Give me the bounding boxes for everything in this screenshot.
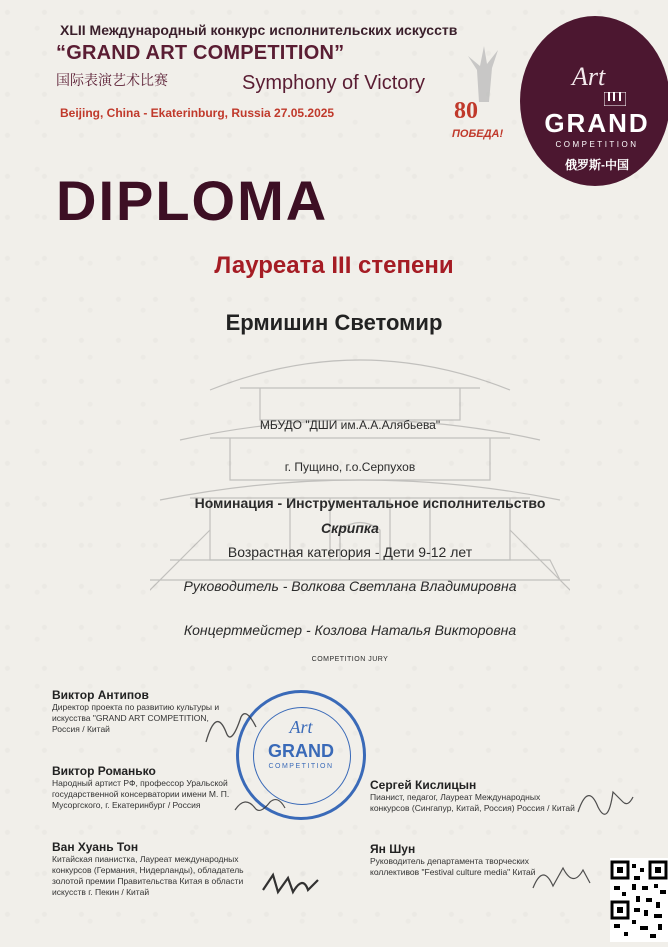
jury-member	[370, 778, 580, 814]
recipient-name: Ермишин Светомир	[225, 310, 443, 335]
jury-description: Руководитель департамента творческих коллективов "Festival culture media" Китай	[370, 856, 536, 877]
signature-antipov	[196, 702, 266, 752]
teacher: Руководитель - Волкова Светлана Владимировна	[183, 578, 517, 594]
contest-theme: Symphony of Victory	[242, 72, 426, 94]
stamp-competition: COMPETITION	[268, 763, 334, 770]
stamp-art: Art	[289, 717, 313, 737]
victory-number: 80	[454, 98, 478, 124]
instrument: Скрипка	[321, 520, 379, 536]
jury-member	[52, 840, 272, 898]
jury-description: Китайская пианистка, Лауреат международных конкурсов (Германия, Нидерланды), обладатель золотой премии Правительства Китая в области искусств г. Пекин / Китай	[52, 854, 244, 897]
logo-art: Art	[572, 62, 606, 91]
nomination: Номинация - Инструментальное исполнительство	[194, 495, 546, 511]
contest-number: XLII Международный конкурс исполнительских искусств	[60, 22, 458, 38]
contest-title: “GRAND ART COMPETITION”	[56, 42, 345, 64]
laureate-degree: Лауреата III степени	[214, 252, 454, 279]
school-name: МБУДО "ДШИ им.А.А.Алябьева"	[259, 418, 441, 432]
jury-label: COMPETITION JURY	[311, 656, 389, 663]
victory-80-badge	[452, 98, 512, 158]
logo-competition: COMPETITION	[555, 140, 639, 149]
monument-icon	[462, 44, 506, 104]
jury-member	[52, 764, 242, 811]
city: г. Пущино, г.о.Серпухов	[284, 460, 416, 474]
qr-code[interactable]	[610, 858, 668, 942]
piano-keys-icon	[604, 92, 626, 106]
jury-name: Сергей Кислицын	[370, 778, 477, 792]
signature-yan	[528, 858, 598, 898]
stamp-grand: GRAND	[268, 741, 334, 761]
jury-description: Директор проекта по развитию культуры и искусства "GRAND ART COMPETITION, Россия / Китай	[52, 702, 220, 734]
contest-title-chinese: 国际表演艺术比赛	[56, 72, 168, 88]
jury-name: Виктор Антипов	[52, 688, 149, 702]
location-date: Beijing, China - Ekaterinburg, Russia 27.05.2025	[60, 106, 335, 120]
jury-description: Народный артист РФ, профессор Уральской государственной консерватории имени М. П. Мусоргского, г. Екатеринбург / Россия	[52, 778, 230, 810]
age-category: Возрастная категория - Дети 9-12 лет	[227, 544, 473, 560]
jury-name: Виктор Романько	[52, 764, 156, 778]
grand-art-logo	[520, 16, 668, 186]
victory-word: ПОБЕДА!	[452, 128, 504, 140]
jury-description: Пианист, педагог, Лауреат Международных конкурсов (Сингапур, Китай, Россия) Россия / Китай	[370, 792, 575, 813]
signature-kislitsyn	[568, 772, 638, 832]
accompanist: Концертмейстер - Козлова Наталья Викторовна	[183, 622, 517, 638]
jury-name: Ян Шун	[370, 842, 416, 856]
signature-wang	[258, 870, 328, 900]
qr-code-icon	[610, 858, 668, 942]
jury-name: Ван Хуань Тон	[52, 840, 139, 854]
logo-grand: GRAND	[544, 108, 650, 138]
diploma-title: DIPLOMA	[56, 169, 329, 232]
signature-romanko	[230, 790, 290, 820]
logo-countries: 俄罗斯-中国	[565, 158, 629, 172]
